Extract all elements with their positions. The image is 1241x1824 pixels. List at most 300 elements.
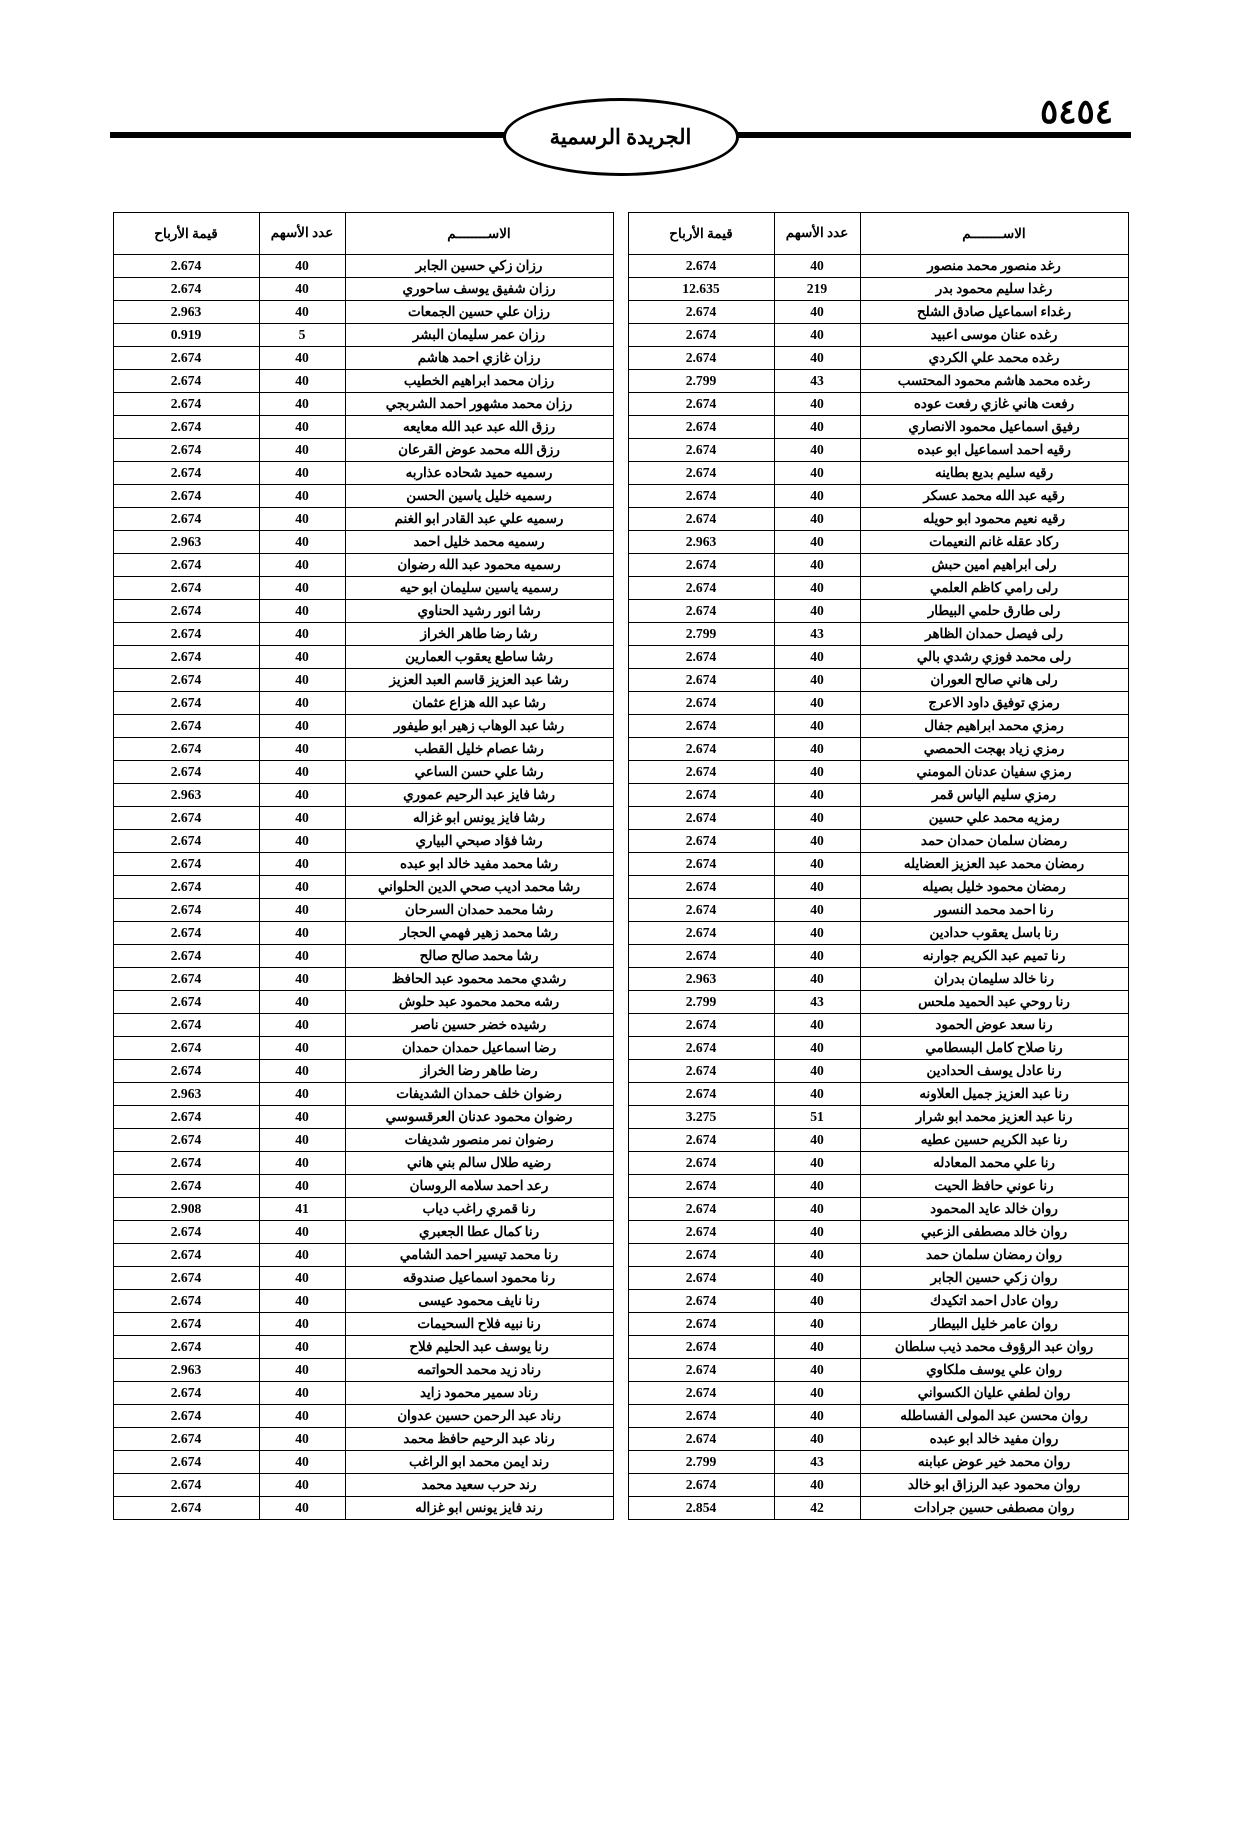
cell-shares: 40 xyxy=(774,1474,860,1497)
cell-name: روان عبد الرؤوف محمد ذيب سلطان xyxy=(860,1336,1128,1359)
cell-shares: 40 xyxy=(774,577,860,600)
cell-profit: 2.674 xyxy=(113,853,259,876)
cell-profit: 2.674 xyxy=(113,1428,259,1451)
table-row xyxy=(628,278,1128,301)
table-row xyxy=(628,830,1128,853)
cell-shares: 43 xyxy=(774,370,860,393)
cell-shares: 40 xyxy=(259,416,345,439)
table-row xyxy=(628,784,1128,807)
table-row xyxy=(628,1244,1128,1267)
cell-profit: 2.674 xyxy=(113,945,259,968)
cell-shares: 40 xyxy=(259,485,345,508)
table-row xyxy=(628,1106,1128,1129)
cell-profit: 2.674 xyxy=(113,807,259,830)
cell-name: رزان زكي حسين الجابر xyxy=(345,255,613,278)
cell-profit: 2.674 xyxy=(113,1290,259,1313)
cell-name: رلى محمد فوزي رشدي بالي xyxy=(860,646,1128,669)
cell-name: رنا صلاح كامل البسطامي xyxy=(860,1037,1128,1060)
cell-profit: 0.919 xyxy=(113,324,259,347)
cell-profit: 2.674 xyxy=(113,393,259,416)
column-header-profit: قيمة الأرباح xyxy=(628,213,774,255)
table-row xyxy=(113,301,613,324)
table-body-right xyxy=(113,255,613,1520)
table-row xyxy=(628,669,1128,692)
cell-name: رغدا سليم محمود بدر xyxy=(860,278,1128,301)
table-row xyxy=(628,1060,1128,1083)
cell-name: رسميه علي عبد القادر ابو الغنم xyxy=(345,508,613,531)
cell-profit: 2.674 xyxy=(113,577,259,600)
cell-profit: 2.674 xyxy=(628,1244,774,1267)
table-row xyxy=(628,462,1128,485)
table-row xyxy=(113,1382,613,1405)
table-row xyxy=(628,1451,1128,1474)
cell-profit: 2.674 xyxy=(113,922,259,945)
cell-profit: 2.674 xyxy=(628,1221,774,1244)
cell-name: رسميه حميد شحاده عذاربه xyxy=(345,462,613,485)
cell-name: روان خالد مصطفى الزعبي xyxy=(860,1221,1128,1244)
cell-shares: 40 xyxy=(259,554,345,577)
cell-shares: 40 xyxy=(774,784,860,807)
cell-shares: 40 xyxy=(774,968,860,991)
cell-name: روان عامر خليل البيطار xyxy=(860,1313,1128,1336)
cell-shares: 40 xyxy=(774,1129,860,1152)
cell-shares: 40 xyxy=(774,1083,860,1106)
cell-name: رلى ابراهيم امين حبش xyxy=(860,554,1128,577)
cell-profit: 2.674 xyxy=(113,1221,259,1244)
cell-shares: 40 xyxy=(259,1175,345,1198)
cell-profit: 2.674 xyxy=(628,1129,774,1152)
cell-name: رشا فؤاد صبحي البياري xyxy=(345,830,613,853)
cell-profit: 2.674 xyxy=(628,439,774,462)
cell-shares: 40 xyxy=(259,830,345,853)
cell-name: رنا سعد عوض الحمود xyxy=(860,1014,1128,1037)
cell-profit: 2.674 xyxy=(628,1359,774,1382)
cell-profit: 2.674 xyxy=(628,761,774,784)
cell-name: رعد احمد سلامه الروسان xyxy=(345,1175,613,1198)
cell-shares: 40 xyxy=(774,347,860,370)
cell-profit: 2.799 xyxy=(628,1451,774,1474)
cell-name: رقيه نعيم محمود ابو حويله xyxy=(860,508,1128,531)
cell-name: رنا محمود اسماعيل صندوقه xyxy=(345,1267,613,1290)
gazette-title: الجريدة الرسمية xyxy=(549,124,692,149)
cell-shares: 40 xyxy=(259,876,345,899)
cell-name: رغده عنان موسى اعبيد xyxy=(860,324,1128,347)
cell-profit: 2.674 xyxy=(628,1037,774,1060)
cell-shares: 40 xyxy=(259,899,345,922)
cell-profit: 2.674 xyxy=(628,807,774,830)
cell-shares: 40 xyxy=(259,1014,345,1037)
table-row xyxy=(113,462,613,485)
cell-profit: 2.674 xyxy=(113,347,259,370)
cell-name: رنا تميم عبد الكريم جوارنه xyxy=(860,945,1128,968)
table-row xyxy=(113,1428,613,1451)
cell-shares: 40 xyxy=(259,1336,345,1359)
cell-name: رشا محمد صالح صالح xyxy=(345,945,613,968)
cell-name: رناد سمير محمود زايد xyxy=(345,1382,613,1405)
table-row xyxy=(113,370,613,393)
cell-name: رضا طاهر رضا الخراز xyxy=(345,1060,613,1083)
cell-shares: 40 xyxy=(774,899,860,922)
cell-shares: 40 xyxy=(259,1060,345,1083)
cell-name: رنا احمد محمد النسور xyxy=(860,899,1128,922)
cell-shares: 40 xyxy=(774,669,860,692)
cell-shares: 40 xyxy=(259,600,345,623)
table-row xyxy=(113,439,613,462)
cell-name: رضيه طلال سالم بني هاني xyxy=(345,1152,613,1175)
cell-shares: 40 xyxy=(774,301,860,324)
cell-name: رشا محمد حمدان السرحان xyxy=(345,899,613,922)
cell-name: رنا نايف محمود عيسى xyxy=(345,1290,613,1313)
table-row xyxy=(113,1037,613,1060)
cell-profit: 2.674 xyxy=(113,485,259,508)
table-row xyxy=(628,301,1128,324)
table-row xyxy=(113,1474,613,1497)
cell-name: رضا اسماعيل حمدان حمدان xyxy=(345,1037,613,1060)
table-row xyxy=(628,485,1128,508)
cell-name: روان مفيد خالد ابو عبده xyxy=(860,1428,1128,1451)
cell-profit: 2.963 xyxy=(113,784,259,807)
table-row xyxy=(113,324,613,347)
cell-shares: 40 xyxy=(774,738,860,761)
cell-profit: 2.674 xyxy=(113,600,259,623)
table-row xyxy=(113,968,613,991)
table-row xyxy=(113,853,613,876)
table-row xyxy=(113,531,613,554)
cell-profit: 2.674 xyxy=(628,347,774,370)
cell-profit: 2.963 xyxy=(628,968,774,991)
cell-shares: 40 xyxy=(259,1428,345,1451)
cell-name: رزان محمد مشهور احمد الشربجي xyxy=(345,393,613,416)
cell-shares: 40 xyxy=(774,1382,860,1405)
cell-shares: 40 xyxy=(774,715,860,738)
cell-shares: 219 xyxy=(774,278,860,301)
table-row xyxy=(113,485,613,508)
cell-name: روان رمضان سلمان حمد xyxy=(860,1244,1128,1267)
cell-name: رشا عصام خليل القطب xyxy=(345,738,613,761)
cell-name: روان محمد خير عوض عبابنه xyxy=(860,1451,1128,1474)
table-row xyxy=(628,899,1128,922)
cell-shares: 40 xyxy=(259,1451,345,1474)
cell-shares: 40 xyxy=(259,255,345,278)
table-row xyxy=(628,439,1128,462)
cell-shares: 40 xyxy=(774,462,860,485)
cell-profit: 3.275 xyxy=(628,1106,774,1129)
cell-name: رلى هاني صالح العوران xyxy=(860,669,1128,692)
cell-name: رنا محمد تيسير احمد الشامي xyxy=(345,1244,613,1267)
cell-name: رزان عمر سليمان البشر xyxy=(345,324,613,347)
cell-profit: 2.674 xyxy=(113,669,259,692)
cell-profit: 2.674 xyxy=(113,1267,259,1290)
cell-shares: 40 xyxy=(259,278,345,301)
table-row xyxy=(628,324,1128,347)
table-row xyxy=(628,1221,1128,1244)
cell-name: رشا ساطع يعقوب العمارين xyxy=(345,646,613,669)
table-row xyxy=(113,1198,613,1221)
cell-name: رناد عبد الرحمن حسين عدوان xyxy=(345,1405,613,1428)
cell-name: رنا عوني حافظ الحيت xyxy=(860,1175,1128,1198)
cell-shares: 40 xyxy=(259,623,345,646)
cell-shares: 40 xyxy=(259,370,345,393)
table-row xyxy=(113,715,613,738)
cell-profit: 2.674 xyxy=(628,738,774,761)
cell-shares: 43 xyxy=(774,1451,860,1474)
cell-profit: 2.674 xyxy=(113,462,259,485)
cell-profit: 2.674 xyxy=(628,1290,774,1313)
cell-profit: 2.674 xyxy=(628,1060,774,1083)
table-row xyxy=(113,508,613,531)
cell-profit: 2.674 xyxy=(628,393,774,416)
cell-profit: 2.674 xyxy=(113,1382,259,1405)
cell-profit: 2.674 xyxy=(628,784,774,807)
cell-shares: 40 xyxy=(259,669,345,692)
table-row xyxy=(113,1244,613,1267)
table-row xyxy=(628,646,1128,669)
cell-profit: 2.674 xyxy=(628,1175,774,1198)
tables-container xyxy=(0,212,1241,1520)
cell-name: رشا رضا طاهر الخراز xyxy=(345,623,613,646)
table-row xyxy=(113,1106,613,1129)
cell-name: روان محسن عبد المولى الفساطله xyxy=(860,1405,1128,1428)
table-row xyxy=(628,1313,1128,1336)
cell-shares: 40 xyxy=(259,347,345,370)
cell-shares: 40 xyxy=(259,531,345,554)
table-row xyxy=(628,1175,1128,1198)
cell-shares: 40 xyxy=(259,1405,345,1428)
cell-profit: 2.674 xyxy=(113,1060,259,1083)
cell-name: رزق الله عبد عبد الله معايعه xyxy=(345,416,613,439)
cell-profit: 2.674 xyxy=(628,324,774,347)
cell-profit: 2.674 xyxy=(628,1267,774,1290)
table-row xyxy=(113,393,613,416)
cell-profit: 2.674 xyxy=(113,692,259,715)
cell-profit: 2.674 xyxy=(113,1244,259,1267)
table-row xyxy=(628,1267,1128,1290)
cell-shares: 40 xyxy=(259,1106,345,1129)
table-row xyxy=(628,1336,1128,1359)
table-row xyxy=(113,255,613,278)
table-row xyxy=(113,600,613,623)
cell-shares: 40 xyxy=(774,1428,860,1451)
cell-profit: 2.674 xyxy=(113,1405,259,1428)
table-row xyxy=(628,1129,1128,1152)
cell-profit: 2.963 xyxy=(628,531,774,554)
cell-name: رشدي محمد محمود عبد الحافظ xyxy=(345,968,613,991)
cell-shares: 40 xyxy=(259,1359,345,1382)
cell-profit: 2.674 xyxy=(113,738,259,761)
cell-shares: 40 xyxy=(774,1198,860,1221)
cell-shares: 42 xyxy=(774,1497,860,1520)
cell-profit: 2.674 xyxy=(113,1014,259,1037)
cell-name: رلى فيصل حمدان الظاهر xyxy=(860,623,1128,646)
cell-name: رنا عبد العزيز محمد ابو شرار xyxy=(860,1106,1128,1129)
cell-profit: 2.674 xyxy=(113,278,259,301)
table-row xyxy=(628,853,1128,876)
cell-shares: 40 xyxy=(259,968,345,991)
cell-shares: 40 xyxy=(774,1405,860,1428)
cell-shares: 40 xyxy=(259,393,345,416)
table-header-row xyxy=(113,213,613,255)
table-row xyxy=(628,1037,1128,1060)
cell-shares: 40 xyxy=(774,393,860,416)
table-row xyxy=(628,1083,1128,1106)
cell-shares: 40 xyxy=(259,761,345,784)
cell-name: رمزي سليم الياس قمر xyxy=(860,784,1128,807)
cell-name: ركاد عقله غانم النعيمات xyxy=(860,531,1128,554)
table-row xyxy=(628,347,1128,370)
cell-name: روان خالد عايد المحمود xyxy=(860,1198,1128,1221)
cell-name: رنا خالد سليمان بدران xyxy=(860,968,1128,991)
cell-profit: 2.674 xyxy=(628,899,774,922)
table-row xyxy=(628,922,1128,945)
table-row xyxy=(628,807,1128,830)
column-header-name: الاســــــــم xyxy=(345,213,613,255)
cell-profit: 2.674 xyxy=(628,1428,774,1451)
cell-shares: 40 xyxy=(774,1175,860,1198)
cell-profit: 2.674 xyxy=(628,1313,774,1336)
table-row xyxy=(628,1290,1128,1313)
cell-name: رفعت هاني غازي رفعت عوده xyxy=(860,393,1128,416)
cell-name: رضوان خلف حمدان الشديفات xyxy=(345,1083,613,1106)
cell-profit: 2.674 xyxy=(628,416,774,439)
cell-profit: 2.674 xyxy=(113,439,259,462)
cell-shares: 40 xyxy=(774,255,860,278)
cell-name: رزق الله محمد عوض القرعان xyxy=(345,439,613,462)
cell-name: رقيه عبد الله محمد عسكر xyxy=(860,485,1128,508)
cell-name: رغده محمد هاشم محمود المحتسب xyxy=(860,370,1128,393)
cell-shares: 40 xyxy=(259,738,345,761)
table-row xyxy=(628,1014,1128,1037)
table-row xyxy=(628,945,1128,968)
cell-profit: 2.674 xyxy=(628,554,774,577)
cell-name: رشا انور رشيد الحناوي xyxy=(345,600,613,623)
table-row xyxy=(113,646,613,669)
table-row xyxy=(628,623,1128,646)
cell-profit: 2.674 xyxy=(628,600,774,623)
table-row xyxy=(113,1359,613,1382)
cell-name: رمضان سلمان حمدان حمد xyxy=(860,830,1128,853)
cell-profit: 2.674 xyxy=(628,1014,774,1037)
cell-profit: 2.674 xyxy=(628,1382,774,1405)
cell-name: رفيق اسماعيل محمود الانصاري xyxy=(860,416,1128,439)
cell-shares: 40 xyxy=(774,1152,860,1175)
cell-name: رشا عبد الوهاب زهير ابو طيفور xyxy=(345,715,613,738)
cell-shares: 40 xyxy=(259,807,345,830)
table-row xyxy=(628,577,1128,600)
table-row xyxy=(113,669,613,692)
table-row xyxy=(628,968,1128,991)
table-row xyxy=(113,738,613,761)
table-row xyxy=(113,554,613,577)
cell-shares: 40 xyxy=(259,715,345,738)
table-row xyxy=(113,1290,613,1313)
table-row xyxy=(113,1175,613,1198)
cell-profit: 2.674 xyxy=(628,1405,774,1428)
table-row xyxy=(628,1359,1128,1382)
cell-profit: 2.674 xyxy=(113,761,259,784)
cell-shares: 40 xyxy=(774,692,860,715)
cell-name: رشا فايز عبد الرحيم عموري xyxy=(345,784,613,807)
cell-name: رمضان محمود خليل بصيله xyxy=(860,876,1128,899)
cell-shares: 40 xyxy=(259,1382,345,1405)
table-row xyxy=(628,991,1128,1014)
cell-name: رمزي سفيان عدنان المومني xyxy=(860,761,1128,784)
table-row xyxy=(113,692,613,715)
cell-profit: 2.674 xyxy=(113,508,259,531)
cell-shares: 40 xyxy=(259,1244,345,1267)
table-row xyxy=(628,761,1128,784)
cell-shares: 41 xyxy=(259,1198,345,1221)
cell-name: روان علي يوسف ملكاوي xyxy=(860,1359,1128,1382)
cell-shares: 40 xyxy=(774,761,860,784)
table-row xyxy=(113,807,613,830)
cell-name: رلى طارق حلمي البيطار xyxy=(860,600,1128,623)
cell-profit: 2.674 xyxy=(628,922,774,945)
cell-name: رند حرب سعيد محمد xyxy=(345,1474,613,1497)
table-row xyxy=(628,600,1128,623)
cell-name: رسميه محمد خليل احمد xyxy=(345,531,613,554)
cell-shares: 40 xyxy=(259,1290,345,1313)
cell-profit: 2.674 xyxy=(113,1129,259,1152)
cell-profit: 2.674 xyxy=(628,945,774,968)
cell-name: رشا عبد الله هزاع عثمان xyxy=(345,692,613,715)
cell-profit: 2.799 xyxy=(628,370,774,393)
cell-name: رمزي توفيق داود الاعرج xyxy=(860,692,1128,715)
cell-profit: 2.674 xyxy=(628,715,774,738)
cell-profit: 2.674 xyxy=(628,853,774,876)
table-row xyxy=(628,715,1128,738)
cell-name: رند فايز يونس ابو غزاله xyxy=(345,1497,613,1520)
cell-shares: 40 xyxy=(774,1359,860,1382)
table-row xyxy=(628,1198,1128,1221)
page-header xyxy=(0,70,1241,190)
column-header-shares: عدد الأسهم xyxy=(259,213,345,255)
table-row xyxy=(113,416,613,439)
cell-profit: 2.674 xyxy=(113,1451,259,1474)
cell-shares: 40 xyxy=(774,439,860,462)
table-row xyxy=(628,1405,1128,1428)
cell-profit: 2.674 xyxy=(628,508,774,531)
cell-shares: 40 xyxy=(259,577,345,600)
cell-shares: 40 xyxy=(259,1497,345,1520)
table-row xyxy=(113,784,613,807)
cell-profit: 2.674 xyxy=(113,646,259,669)
cell-profit: 2.674 xyxy=(113,370,259,393)
table-row xyxy=(113,1152,613,1175)
cell-shares: 40 xyxy=(774,1037,860,1060)
cell-shares: 40 xyxy=(774,508,860,531)
table-body-left xyxy=(628,255,1128,1520)
cell-name: رشا محمد مفيد خالد ابو عبده xyxy=(345,853,613,876)
cell-shares: 40 xyxy=(774,324,860,347)
cell-shares: 40 xyxy=(774,531,860,554)
cell-profit: 2.674 xyxy=(113,715,259,738)
cell-shares: 51 xyxy=(774,1106,860,1129)
table-row xyxy=(113,1221,613,1244)
cell-profit: 2.674 xyxy=(113,1106,259,1129)
table-row xyxy=(113,761,613,784)
table-row xyxy=(628,508,1128,531)
cell-name: رقيه احمد اسماعيل ابو عبده xyxy=(860,439,1128,462)
cell-profit: 2.674 xyxy=(628,830,774,853)
cell-shares: 40 xyxy=(774,853,860,876)
cell-profit: 2.674 xyxy=(113,1152,259,1175)
table-row xyxy=(113,1405,613,1428)
cell-name: رنا يوسف عبد الحليم فلاح xyxy=(345,1336,613,1359)
cell-shares: 40 xyxy=(774,1313,860,1336)
cell-name: رزان محمد ابراهيم الخطيب xyxy=(345,370,613,393)
table-row xyxy=(113,1497,613,1520)
cell-profit: 2.963 xyxy=(113,301,259,324)
